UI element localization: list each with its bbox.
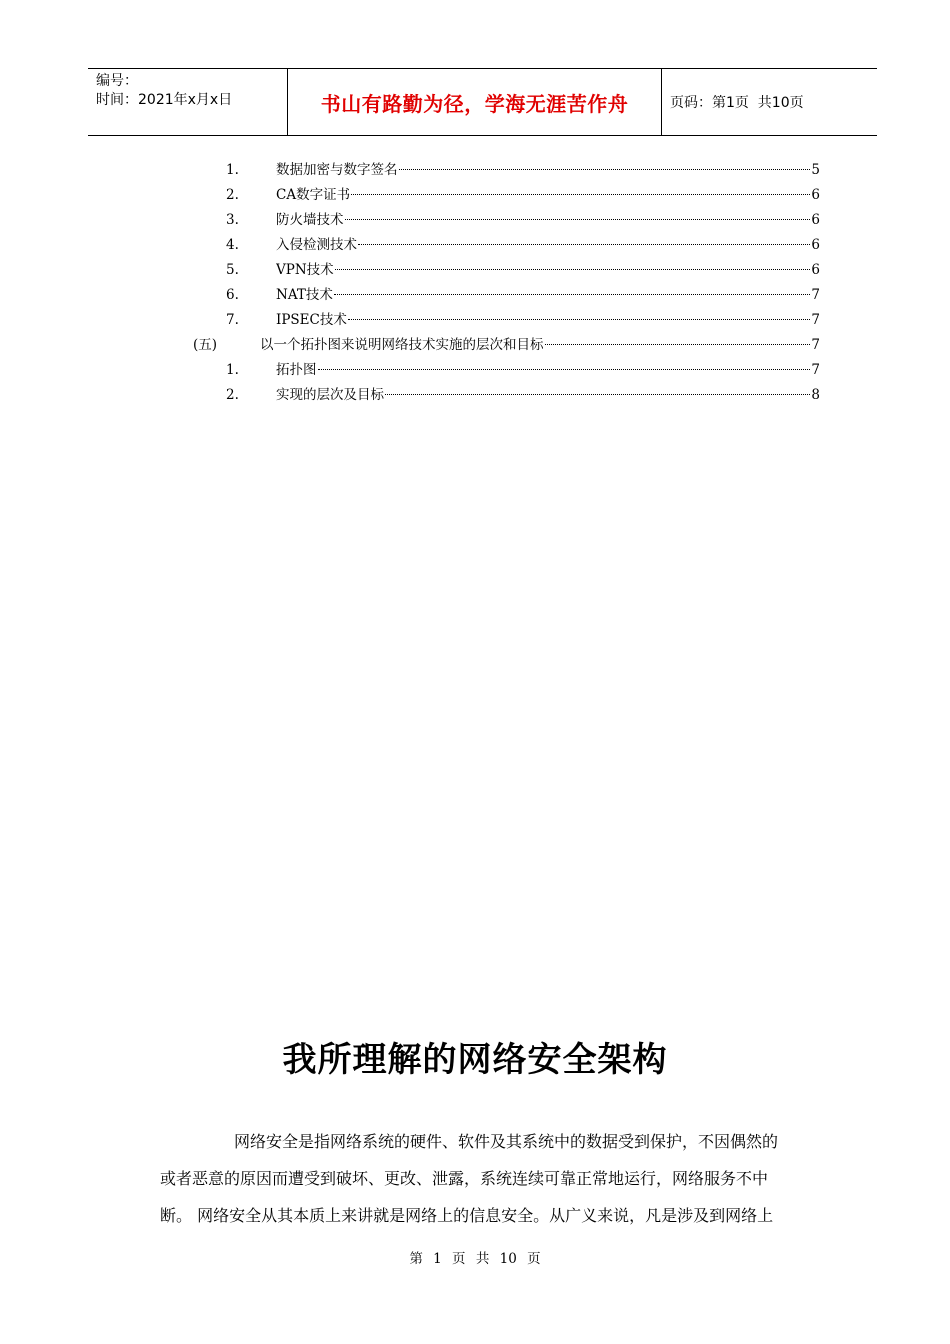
document-title: 我所理解的网络安全架构 — [282, 1040, 668, 1080]
toc-leader-dots — [348, 319, 811, 320]
toc-entry[interactable] — [0, 283, 950, 308]
toc-leader-dots — [358, 244, 810, 245]
toc-entry-title: 数据加密与数字签名 — [276, 162, 398, 178]
header-meta — [88, 69, 288, 135]
toc-leader-dots — [399, 169, 811, 170]
toc-entry-number: 1. — [226, 162, 239, 178]
toc-entry-number: 2. — [226, 387, 239, 403]
body-paragraph — [160, 1123, 810, 1234]
toc-entry-page: 6 — [811, 237, 820, 253]
toc-entry-title: 入侵检测技术 — [276, 237, 357, 253]
toc-entry[interactable] — [0, 158, 950, 183]
toc-entry-page: 7 — [811, 337, 820, 353]
toc-entry-title: 以一个拓扑图来说明网络技术实施的层次和目标 — [260, 337, 544, 353]
toc-leader-dots — [385, 394, 810, 395]
toc-entry-title: IPSEC技术 — [276, 312, 347, 328]
toc-entry-number: 6. — [226, 287, 239, 303]
toc-entry-number: 5. — [226, 262, 239, 278]
toc-entry-page: 6 — [811, 262, 820, 278]
toc-entry-number: (五) — [193, 337, 218, 353]
toc-entry-page: 6 — [811, 187, 820, 203]
toc-entry-number: 3. — [226, 212, 239, 228]
toc-entry-title: 拓扑图 — [276, 362, 317, 378]
toc-leader-dots — [334, 294, 811, 295]
toc-entry-page: 6 — [811, 212, 820, 228]
toc-entry-number: 7. — [226, 312, 239, 328]
toc-entry-page: 7 — [811, 287, 820, 303]
toc-entry-page: 8 — [811, 387, 820, 403]
toc-entry-title: CA数字证书 — [276, 187, 351, 203]
toc-entry[interactable] — [0, 308, 950, 333]
toc-entry-number: 2. — [226, 187, 239, 203]
toc-leader-dots — [545, 344, 811, 345]
page-header — [88, 68, 877, 136]
toc-entry-title: VPN技术 — [276, 262, 334, 278]
toc-entry-section[interactable] — [0, 333, 950, 358]
page-footer: 第 1 页 共 10 页 — [409, 1251, 541, 1267]
header-page-label: 页码：第1页 共10页 — [670, 95, 804, 111]
table-of-contents — [0, 158, 950, 408]
toc-entry-page: 7 — [811, 312, 820, 328]
toc-entry[interactable] — [0, 383, 950, 408]
toc-entry-number: 4. — [226, 237, 239, 253]
toc-leader-dots — [351, 194, 810, 195]
header-time-label: 时间：2021年x月x日 — [96, 92, 233, 108]
toc-entry-page: 7 — [811, 362, 820, 378]
toc-entry-page: 5 — [811, 162, 820, 178]
toc-entry[interactable] — [0, 208, 950, 233]
toc-entry[interactable] — [0, 258, 950, 283]
toc-entry-title: NAT技术 — [276, 287, 333, 303]
paragraph-line: 断。 网络安全从其本质上来讲就是网络上的信息安全。从广义来说，凡是涉及到网络上 — [160, 1206, 774, 1225]
header-number-label: 编号： — [96, 73, 138, 89]
paragraph-line: 网络安全是指网络系统的硬件、软件及其系统中的数据受到保护，不因偶然的 — [234, 1132, 779, 1151]
toc-entry-number: 1. — [226, 362, 239, 378]
toc-entry[interactable] — [0, 183, 950, 208]
toc-leader-dots — [335, 269, 811, 270]
toc-entry[interactable] — [0, 358, 950, 383]
toc-entry-title: 实现的层次及目标 — [276, 387, 384, 403]
header-slogan: 书山有路勤为径，学海无涯苦作舟 — [288, 69, 662, 135]
toc-leader-dots — [345, 219, 811, 220]
paragraph-line: 或者恶意的原因而遭受到破坏、更改、泄露，系统连续可靠正常地运行，网络服务不中 — [160, 1169, 769, 1188]
toc-entry-title: 防火墙技术 — [276, 212, 344, 228]
toc-entry[interactable] — [0, 233, 950, 258]
toc-leader-dots — [318, 369, 811, 370]
